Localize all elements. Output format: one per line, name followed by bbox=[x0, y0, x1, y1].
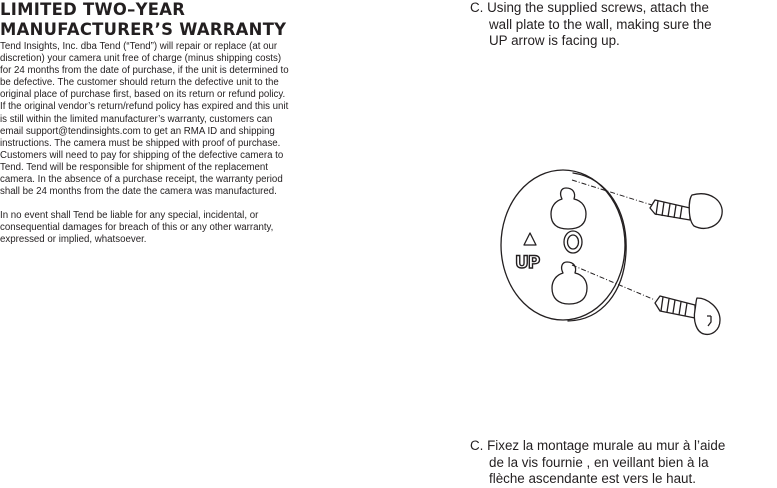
instruction-line: de la vis fournie , en veillant bien à la bbox=[489, 454, 709, 470]
text-line: original place of purchase first, based on its return or refund policy. bbox=[0, 89, 286, 101]
up-label: UP bbox=[515, 253, 540, 273]
text-line: shall be 24 months from the date the camera was manufactured. bbox=[0, 186, 277, 198]
text-line: If the original vendor’s return/refund policy has expired and this unit bbox=[0, 101, 289, 113]
upper-screw bbox=[650, 194, 722, 229]
warranty-title bbox=[0, 0, 360, 40]
text-line: be defective. The customer should return the defective unit to the bbox=[0, 77, 279, 89]
warranty-terms-paragraph bbox=[0, 41, 360, 198]
instruction-line: flèche ascendante est vers le haut. bbox=[489, 471, 696, 486]
text-line: In no event shall Tend be liable for any special, incidental, or bbox=[0, 210, 259, 221]
text-line: consequential damages for breach of this or any other warranty, bbox=[0, 222, 274, 234]
text-line: camera. In the absence of a purchase receipt, the warranty period bbox=[0, 174, 283, 186]
instruction-step-english bbox=[470, 0, 777, 50]
instruction-line: UP arrow is facing up. bbox=[489, 33, 620, 48]
instruction-line: C. Using the supplied screws, attach the bbox=[470, 0, 709, 15]
text-line: for 24 months from the date of purchase, if the unit is determined to bbox=[0, 65, 289, 77]
wall-plate bbox=[501, 170, 625, 320]
instruction-line: C. Fixez la montage murale au mur à l’aide bbox=[470, 438, 726, 453]
instruction-step-french bbox=[470, 438, 777, 488]
text-line: email support@tendinsights.com to get an RMA ID and shipping bbox=[0, 125, 275, 137]
text-line: expressed or implied, whatsoever. bbox=[0, 234, 147, 246]
liability-disclaimer-paragraph bbox=[0, 210, 360, 246]
lower-screw bbox=[655, 296, 720, 334]
text-line: instructions. The camera must be shipped with proof of purchase. bbox=[0, 137, 281, 149]
text-line: Tend Insights, Inc. dba Tend (“Tend”) will repair or replace (at our bbox=[0, 41, 278, 52]
text-line: discretion) your camera unit free of charge (minus shipping costs) bbox=[0, 53, 282, 65]
text-line: Tend. Tend will be responsible for shipment of the replacement bbox=[0, 161, 268, 173]
wall-plate-mounting-illustration bbox=[490, 168, 730, 348]
text-line: is still within the limited manufacturer’s warranty, customers can bbox=[0, 113, 273, 125]
text-line: Customers will need to pay for shipping of the defective camera to bbox=[0, 149, 284, 161]
warranty-title-line: LIMITED TWO–YEAR bbox=[0, 0, 186, 19]
instruction-line: wall plate to the wall, making sure the bbox=[489, 16, 712, 32]
warranty-title-line: MANUFACTURER’S WARRANTY bbox=[0, 20, 287, 39]
